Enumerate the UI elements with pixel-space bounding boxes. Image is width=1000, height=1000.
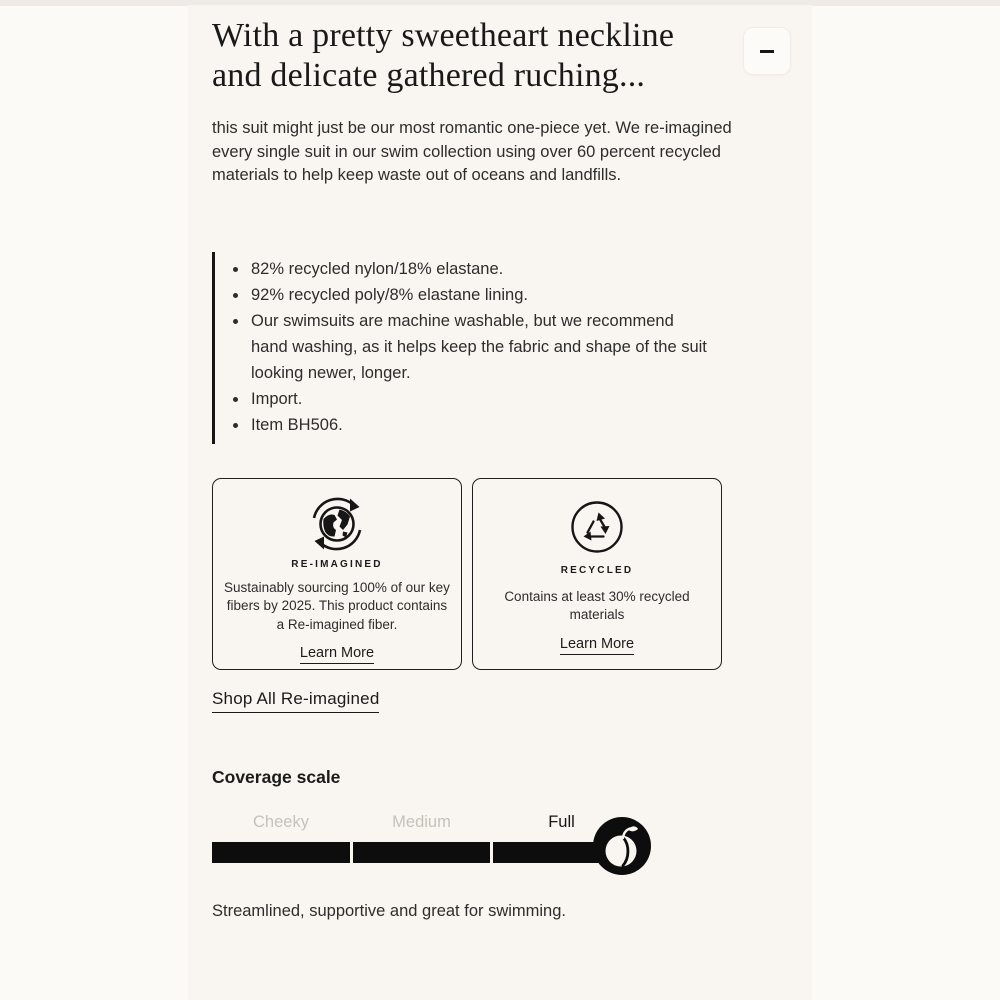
re-imagined-learn-more-link[interactable]: Learn More: [300, 645, 374, 664]
recycled-icon: [569, 494, 625, 560]
detail-item: • Item BH506.: [249, 412, 711, 438]
intro-paragraph: this suit might just be our most romantic one-piece yet. We re-imagined every single suit in our swim collection using over 60 percent recycled materials to help keep waste out of oceans and landfills.: [212, 119, 732, 184]
detail-item: • Our swimsuits are machine washable, but we recommend hand washing, as it helps keep the fabric and shape of the suit looking newer, longer.: [249, 308, 711, 386]
section-title: With a pretty sweetheart neckline and delicate gathered ruching...: [212, 17, 675, 94]
re-imagined-globe-icon: [307, 494, 367, 554]
re-imagined-badge-card: [212, 478, 462, 670]
coverage-bar-segment: [353, 842, 490, 863]
badge-text: Sustainably sourcing 100% of our key fibers by 2025. This product contains a Re-imagined fiber.: [224, 579, 450, 632]
coverage-scale-heading: Coverage scale: [212, 766, 341, 787]
coverage-level-labels: [212, 813, 630, 832]
minus-icon: [760, 50, 774, 53]
detail-item: • 92% recycled poly/8% elastane lining.: [249, 282, 711, 308]
recycled-learn-more-link[interactable]: Learn More: [560, 636, 634, 655]
coverage-level-medium: Medium: [392, 812, 451, 831]
peach-icon: [593, 817, 651, 875]
badge-label: RE-IMAGINED: [291, 558, 383, 570]
coverage-level-full: Full: [548, 812, 575, 831]
badge-label: RECYCLED: [560, 564, 634, 576]
coverage-scale: [212, 813, 630, 863]
collapse-section-button[interactable]: [743, 27, 791, 75]
detail-item: • Import.: [249, 386, 711, 412]
sustainability-badges: [212, 478, 812, 670]
product-description-panel: [188, 5, 812, 1000]
detail-item: • 82% recycled nylon/18% elastane.: [249, 256, 711, 282]
recycled-badge-card: [472, 478, 722, 670]
coverage-level-cheeky: Cheeky: [253, 812, 309, 831]
coverage-bar-segment: [212, 842, 350, 863]
badge-text: Contains at least 30% recycled materials: [504, 588, 690, 622]
coverage-description: Streamlined, supportive and great for swimming.: [212, 901, 566, 920]
shop-all-re-imagined-link[interactable]: Shop All Re-imagined: [212, 689, 379, 713]
product-details-block: [212, 252, 717, 444]
product-details-list: [249, 256, 711, 438]
coverage-bar: [212, 842, 630, 863]
